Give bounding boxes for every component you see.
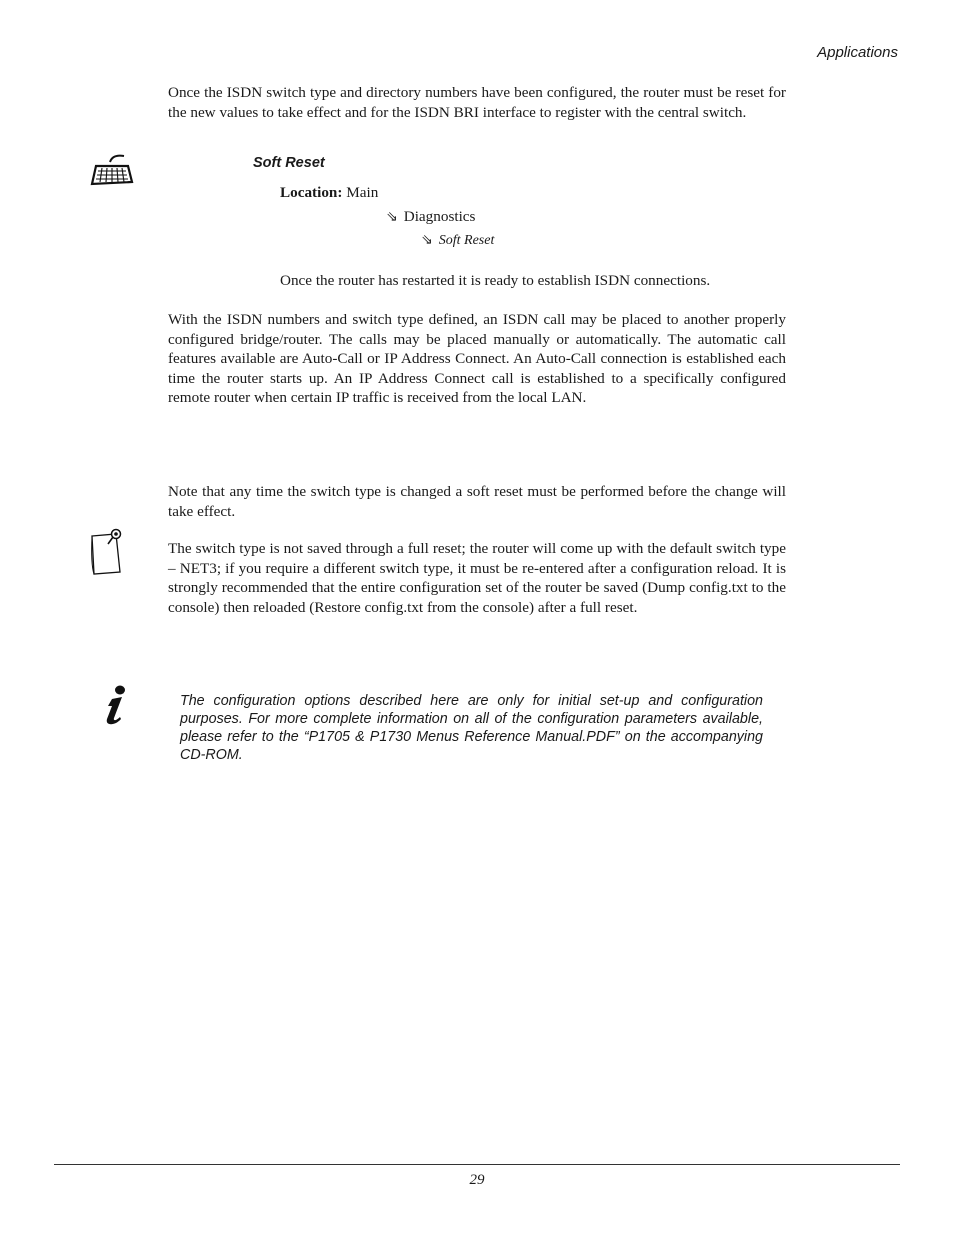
menu-path-soft-reset	[421, 232, 494, 249]
menu-item-diagnostics: Diagnostics	[403, 208, 476, 225]
footer-divider	[54, 1164, 900, 1165]
menu-path-diagnostics	[386, 208, 475, 226]
hollow-arrow-icon: ⇘	[421, 232, 433, 248]
restart-paragraph: Once the router has restarted it is ready to establish ISDN connections.	[280, 272, 711, 289]
location-label: Location:	[280, 184, 343, 201]
page-number: 29	[469, 1172, 485, 1188]
intro-paragraph: Once the ISDN switch type and directory numbers have been configured, the router must be reset for the new values to take effect and for the ISDN BRI interface to register with the central switch.	[168, 84, 786, 121]
menu-item-soft-reset: Soft Reset	[438, 233, 495, 248]
keyboard-icon	[88, 154, 134, 193]
running-header: Applications	[817, 44, 898, 61]
soft-reset-heading: Soft Reset	[253, 155, 325, 171]
hollow-arrow-icon: ⇘	[386, 209, 398, 225]
location-line	[280, 184, 378, 202]
info-icon	[98, 684, 130, 733]
info-note-text: The configuration options described here are only for initial set-up and configuration purposes. For more complete information on all of the configuration parameters available, please refer to the “P1705 & P1730 Menus Reference Manual.PDF” on the accompanying CD-ROM.	[180, 693, 763, 763]
note-pin-icon	[88, 528, 128, 585]
note-paragraph-2: The switch type is not saved through a full reset; the router will come up with the default switch type – NET3; if you require a different switch type, it must be re-entered after a configuration reload. It is strongly recommended that the entire configuration set of the router be saved (Dump config.txt to the console) then reloaded (Restore config.txt from the console) after a full reset.	[168, 540, 786, 616]
call-paragraph: With the ISDN numbers and switch type defined, an ISDN call may be placed to another properly configured bridge/router. The calls may be placed manually or automatically. The automatic call features available are Auto-Call or IP Address Connect. An Auto-Call connection is established each time the router starts up. An IP Address Connect call is established to a specifically configured remote router when certain IP traffic is received from the local LAN.	[168, 311, 786, 406]
location-value: Main	[342, 184, 379, 201]
note-paragraph-1: Note that any time the switch type is changed a soft reset must be performed before the change will take effect.	[168, 483, 786, 520]
